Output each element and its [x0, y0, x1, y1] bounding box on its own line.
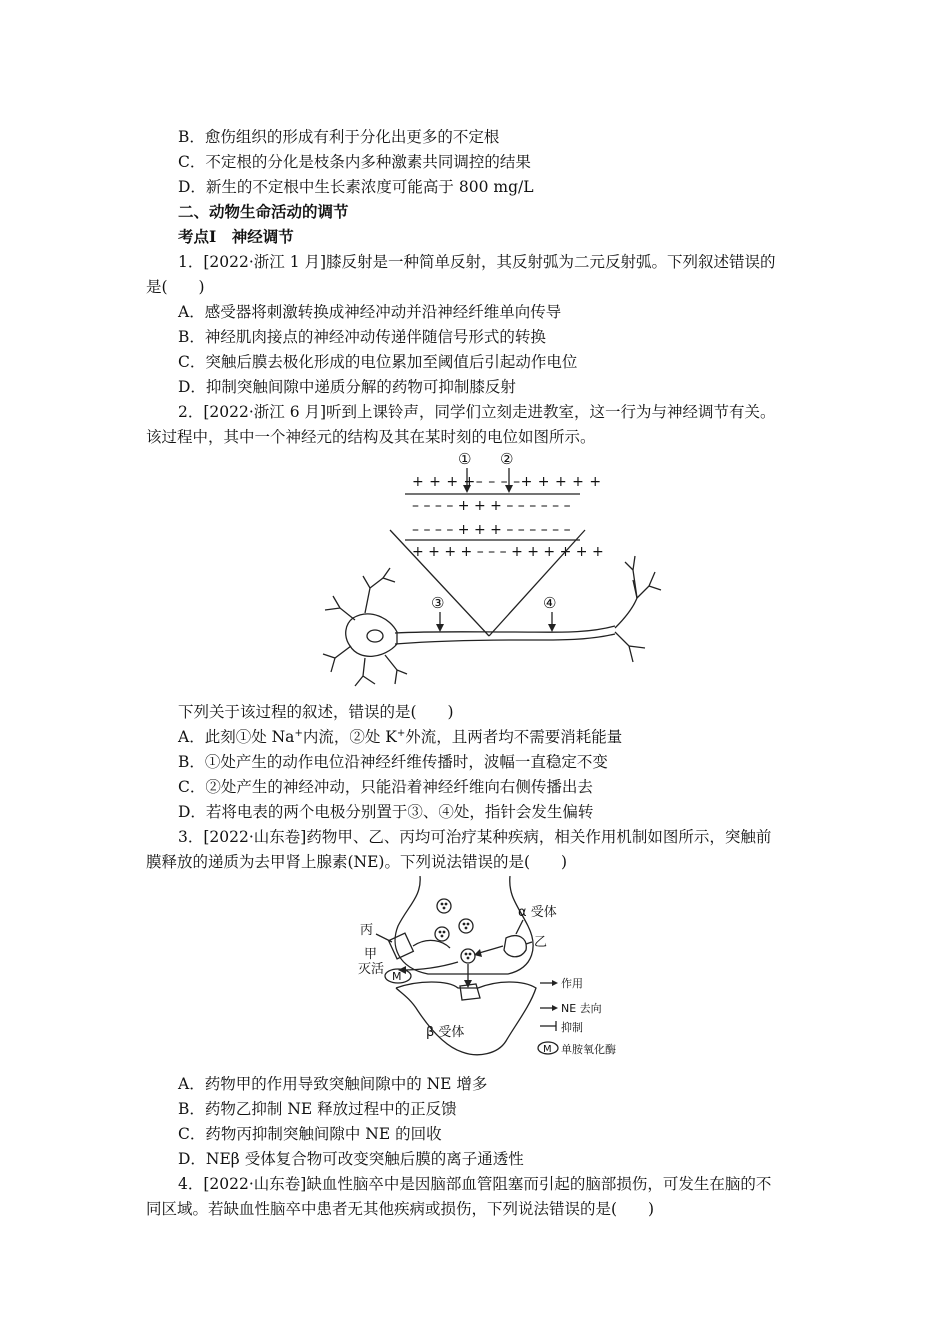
legend-mao: 单胺氧化酶 [561, 1043, 616, 1056]
q2-ask: 下列关于该过程的叙述，错误的是( ) [178, 703, 454, 721]
q4-stem-line1: 4．[2022·山东卷]缺血性脑卒中是因脑部血管阻塞而引起的脑部损伤，可发生在脑的不 [178, 1175, 772, 1193]
fig-mark-2: ② [500, 450, 514, 468]
q1-stem-line1: 1．[2022·浙江 1 月]膝反射是一种简单反射，其反射弧为二元反射弧。下列叙述错误的 [178, 253, 776, 271]
q2-stem-line1: 2．[2022·浙江 6 月]听到上课铃声，同学们立刻走进教室，这一行为与神经调节有关。 [178, 403, 776, 421]
q2-option-b: B．①处产生的动作电位沿神经纤维传播时，波幅一直稳定不变 [178, 753, 608, 771]
charge-row-3: – – – – + + + – – – – – – [412, 522, 571, 538]
fig-label-beta: β 受体 [426, 1025, 465, 1040]
q1-option-b: B．神经肌肉接点的神经冲动传递伴随信号形式的转换 [178, 328, 546, 346]
fig-mark-1: ① [458, 450, 472, 468]
fig-label-miehuo: 灭活 [358, 962, 385, 977]
prev-option-b: B．愈伤组织的形成有利于分化出更多的不定根 [178, 128, 500, 146]
fig-mark-4: ④ [543, 594, 557, 612]
neuron-figure [315, 448, 675, 688]
prev-option-c: C．不定根的分化是枝条内多种激素共同调控的结果 [178, 153, 531, 171]
fig-label-yi: 乙 [534, 935, 548, 950]
charge-row-1: + + + +– – – –+ + + + + [412, 474, 602, 490]
q2-option-d: D．若将电表的两个电极分别置于③、④处，指针会发生偏转 [178, 803, 594, 821]
fig-label-jia: 甲 [364, 947, 378, 962]
q1-stem-line2: 是( ) [146, 278, 205, 296]
charge-row-4: + + + + – – – + + + + + + [412, 544, 604, 560]
topic-label: 考点Ⅰ 神经调节 [178, 227, 294, 246]
q4-stem-line2: 同区域。若缺血性脑卒中患者无其他疾病或损伤，下列说法错误的是( ) [146, 1200, 655, 1218]
section-title: 二、动物生命活动的调节 [178, 202, 349, 221]
q3-option-d: D．NEβ 受体复合物可改变突触后膜的离子通透性 [178, 1150, 524, 1168]
q1-option-c: C．突触后膜去极化形成的电位累加至阈值后引起动作电位 [178, 353, 578, 371]
fig-m-label: M [392, 970, 402, 983]
q2-option-a: A．此刻①处 Na+内流，②处 K+外流，且两者均不需要消耗能量 [178, 727, 623, 746]
q2-option-c: C．②处产生的神经冲动，只能沿着神经纤维向右侧传播出去 [178, 778, 593, 796]
fig-mark-3: ③ [431, 594, 445, 612]
synapse-figure [358, 876, 638, 1061]
q3-option-b: B．药物乙抑制 NE 释放过程中的正反馈 [178, 1100, 457, 1118]
q3-stem-line1: 3．[2022·山东卷]药物甲、乙、丙均可治疗某种疾病，相关作用机制如图所示，突触前 [178, 828, 772, 846]
q1-option-d: D．抑制突触间隙中递质分解的药物可抑制膝反射 [178, 378, 516, 396]
legend-ne: NE 去向 [561, 1002, 602, 1015]
q2-stem-line2: 该过程中，其中一个神经元的结构及其在某时刻的电位如图所示。 [146, 428, 596, 446]
charge-row-2: – – – – + + + – – – – – – [412, 498, 571, 514]
q3-option-a: A．药物甲的作用导致突触间隙中的 NE 增多 [178, 1075, 488, 1093]
legend-inhibit: 抑制 [561, 1021, 583, 1034]
prev-option-d: D．新生的不定根中生长素浓度可能高于 800 mg/L [178, 178, 534, 196]
fig-label-bing: 丙 [360, 923, 374, 938]
fig-label-alpha: α 受体 [518, 905, 557, 920]
q1-option-a: A．感受器将刺激转换成神经冲动并沿神经纤维单向传导 [178, 303, 562, 321]
legend-effect: 作用 [561, 977, 583, 990]
legend-m: M [543, 1044, 552, 1055]
q3-stem-line2: 膜释放的递质为去甲肾上腺素(NE)。下列说法错误的是( ) [146, 853, 568, 871]
q3-option-c: C．药物丙抑制突触间隙中 NE 的回收 [178, 1125, 442, 1143]
